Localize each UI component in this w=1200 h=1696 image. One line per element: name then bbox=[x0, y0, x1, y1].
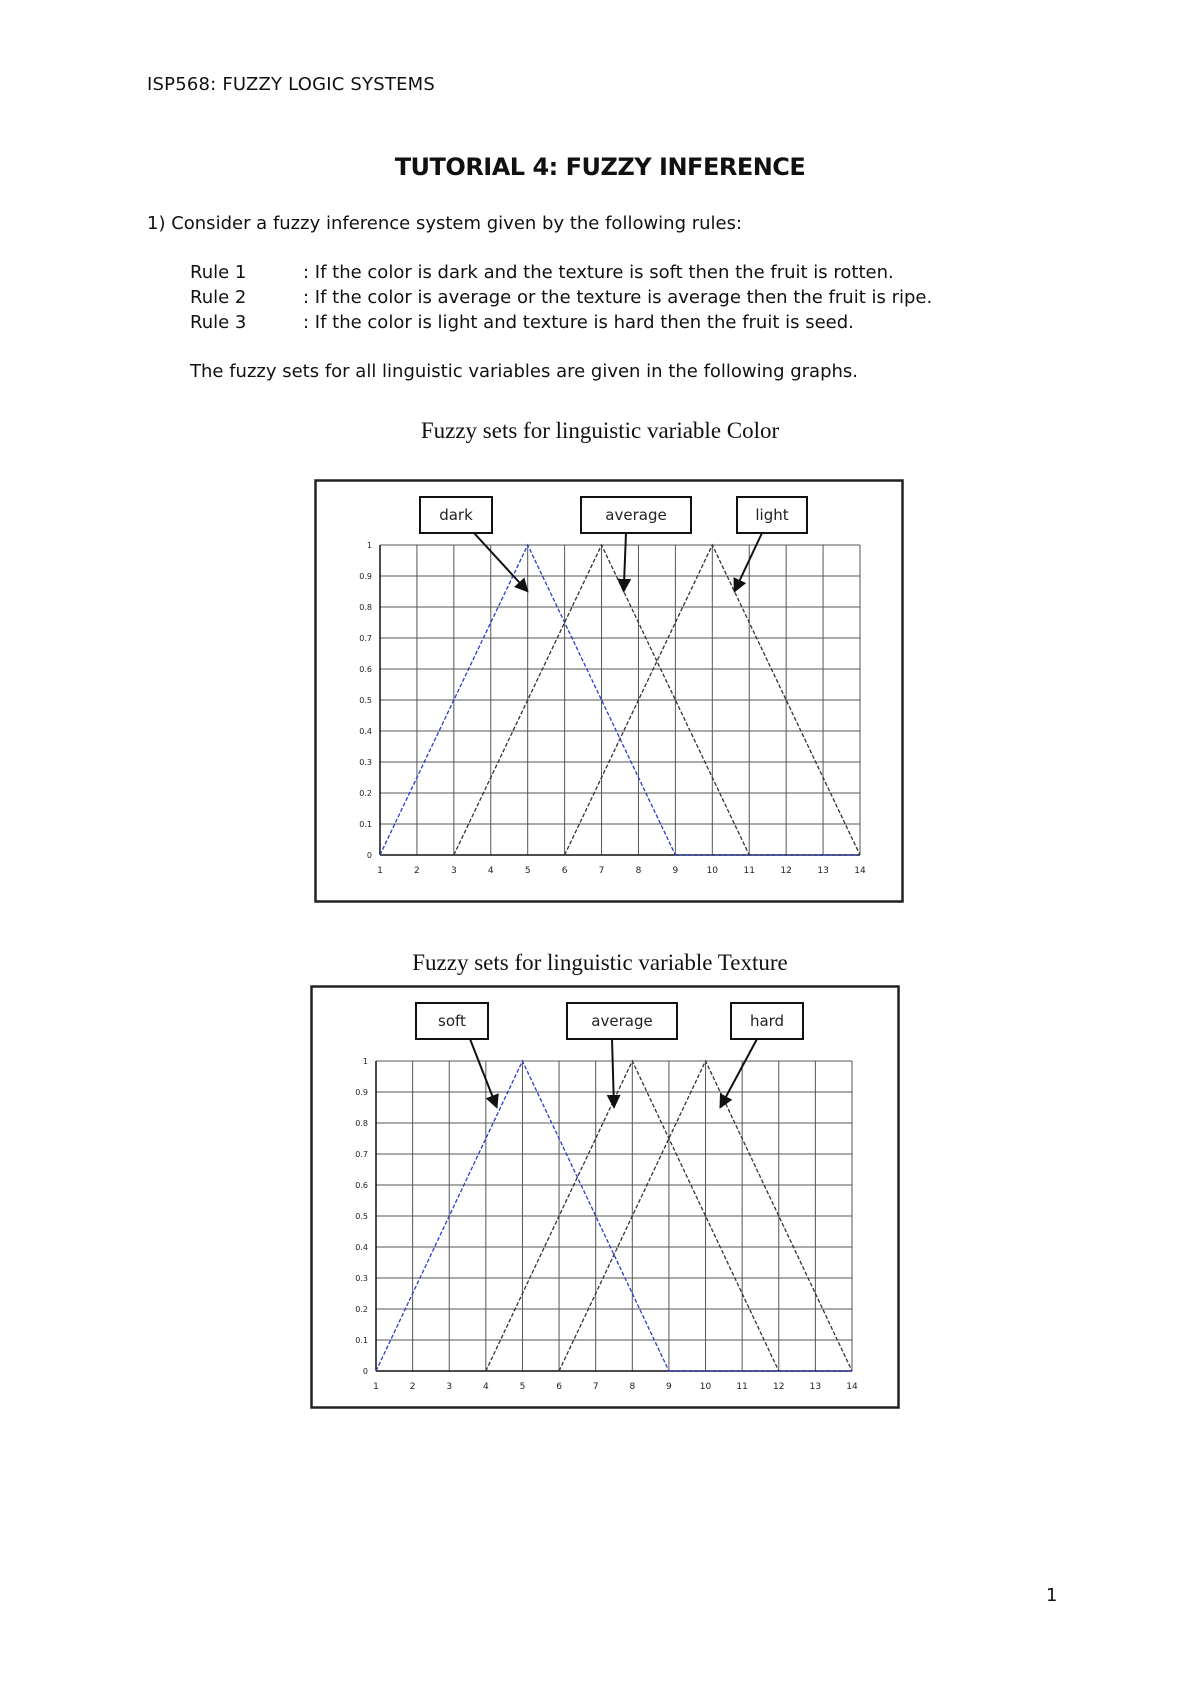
x-tick-label: 5 bbox=[519, 1382, 526, 1392]
document-header: ISP568: FUZZY LOGIC SYSTEMS bbox=[147, 74, 435, 95]
legend-label-hard: hard bbox=[749, 1012, 785, 1030]
x-tick-label: 1 bbox=[377, 866, 383, 876]
y-tick-label: 0.7 bbox=[359, 634, 372, 643]
rule-text: : If the color is average or the texture is average then the fruit is ripe. bbox=[303, 287, 933, 308]
y-tick-label: 0.1 bbox=[355, 1336, 368, 1345]
x-tick-label: 3 bbox=[450, 866, 457, 876]
document-title: TUTORIAL 4: FUZZY INFERENCE bbox=[394, 153, 806, 181]
x-tick-label: 12 bbox=[780, 866, 792, 876]
x-tick-label: 3 bbox=[446, 1382, 453, 1392]
y-tick-label: 0.5 bbox=[355, 1212, 368, 1221]
legend-label-average: average bbox=[605, 506, 667, 524]
y-tick-label: 0.2 bbox=[359, 789, 372, 798]
x-tick-label: 4 bbox=[487, 866, 494, 876]
x-tick-label: 14 bbox=[854, 866, 866, 876]
y-tick-label: 1 bbox=[362, 1057, 368, 1066]
y-tick-label: 0.6 bbox=[359, 665, 372, 674]
y-tick-label: 0.9 bbox=[359, 572, 372, 581]
y-tick-label: 0.1 bbox=[359, 820, 372, 829]
rule-label: Rule 1 bbox=[190, 262, 247, 283]
x-tick-label: 4 bbox=[482, 1382, 489, 1392]
x-tick-label: 1 bbox=[373, 1382, 379, 1392]
legend-label-soft: soft bbox=[438, 1012, 466, 1030]
y-tick-label: 0.4 bbox=[359, 727, 372, 736]
page-number: 1 bbox=[1046, 1585, 1058, 1606]
x-tick-label: 10 bbox=[699, 1382, 712, 1392]
y-tick-label: 0.2 bbox=[355, 1305, 368, 1314]
rule-2 bbox=[190, 287, 932, 308]
x-tick-label: 14 bbox=[846, 1382, 858, 1392]
x-tick-label: 8 bbox=[629, 1382, 636, 1392]
rule-1 bbox=[190, 262, 894, 283]
intro-text: The fuzzy sets for all linguistic variables are given in the following graphs. bbox=[190, 361, 859, 382]
x-tick-label: 10 bbox=[706, 866, 719, 876]
x-tick-label: 2 bbox=[414, 866, 420, 876]
chart-frame bbox=[316, 481, 903, 902]
x-tick-label: 5 bbox=[524, 866, 531, 876]
x-tick-label: 6 bbox=[561, 866, 568, 876]
y-tick-label: 0.7 bbox=[355, 1150, 368, 1159]
y-tick-label: 0.3 bbox=[355, 1274, 368, 1283]
x-tick-label: 9 bbox=[666, 1382, 672, 1392]
rule-label: Rule 3 bbox=[190, 312, 247, 333]
y-tick-label: 1 bbox=[366, 541, 372, 550]
legend-label-dark: dark bbox=[439, 506, 473, 524]
color-chart-title: Fuzzy sets for linguistic variable Color bbox=[420, 418, 780, 443]
x-tick-label: 7 bbox=[598, 866, 605, 876]
x-tick-label: 11 bbox=[743, 866, 755, 876]
y-tick-label: 0.4 bbox=[355, 1243, 368, 1252]
chart-frame bbox=[312, 987, 899, 1408]
rule-text: : If the color is dark and the texture is soft then the fruit is rotten. bbox=[303, 262, 894, 283]
x-tick-label: 12 bbox=[773, 1382, 785, 1392]
y-tick-label: 0.9 bbox=[355, 1088, 368, 1097]
color-fuzzy-sets-chart bbox=[314, 479, 904, 903]
y-tick-label: 0 bbox=[362, 1367, 368, 1376]
y-tick-label: 0.5 bbox=[359, 696, 372, 705]
x-tick-label: 9 bbox=[672, 866, 679, 876]
legend-label-average: average bbox=[591, 1012, 653, 1030]
y-tick-label: 0.3 bbox=[359, 758, 372, 767]
x-tick-label: 6 bbox=[556, 1382, 562, 1392]
x-tick-label: 11 bbox=[736, 1382, 748, 1392]
y-tick-label: 0 bbox=[366, 851, 372, 860]
y-tick-label: 0.6 bbox=[355, 1181, 368, 1190]
rule-text: : If the color is light and texture is hard then the fruit is seed. bbox=[303, 312, 854, 333]
x-tick-label: 13 bbox=[809, 1382, 822, 1392]
texture-fuzzy-sets-chart bbox=[310, 985, 900, 1409]
rule-3 bbox=[190, 312, 854, 333]
y-tick-label: 0.8 bbox=[359, 603, 372, 612]
x-tick-label: 8 bbox=[635, 866, 642, 876]
x-tick-label: 2 bbox=[409, 1382, 416, 1392]
x-tick-label: 13 bbox=[817, 866, 829, 876]
question-text: 1) Consider a fuzzy inference system given by the following rules: bbox=[147, 213, 743, 234]
texture-chart-title: Fuzzy sets for linguistic variable Texture bbox=[412, 950, 788, 975]
x-tick-label: 7 bbox=[592, 1382, 599, 1392]
legend-label-light: light bbox=[755, 506, 789, 524]
rule-label: Rule 2 bbox=[190, 287, 247, 308]
y-tick-label: 0.8 bbox=[355, 1119, 368, 1128]
